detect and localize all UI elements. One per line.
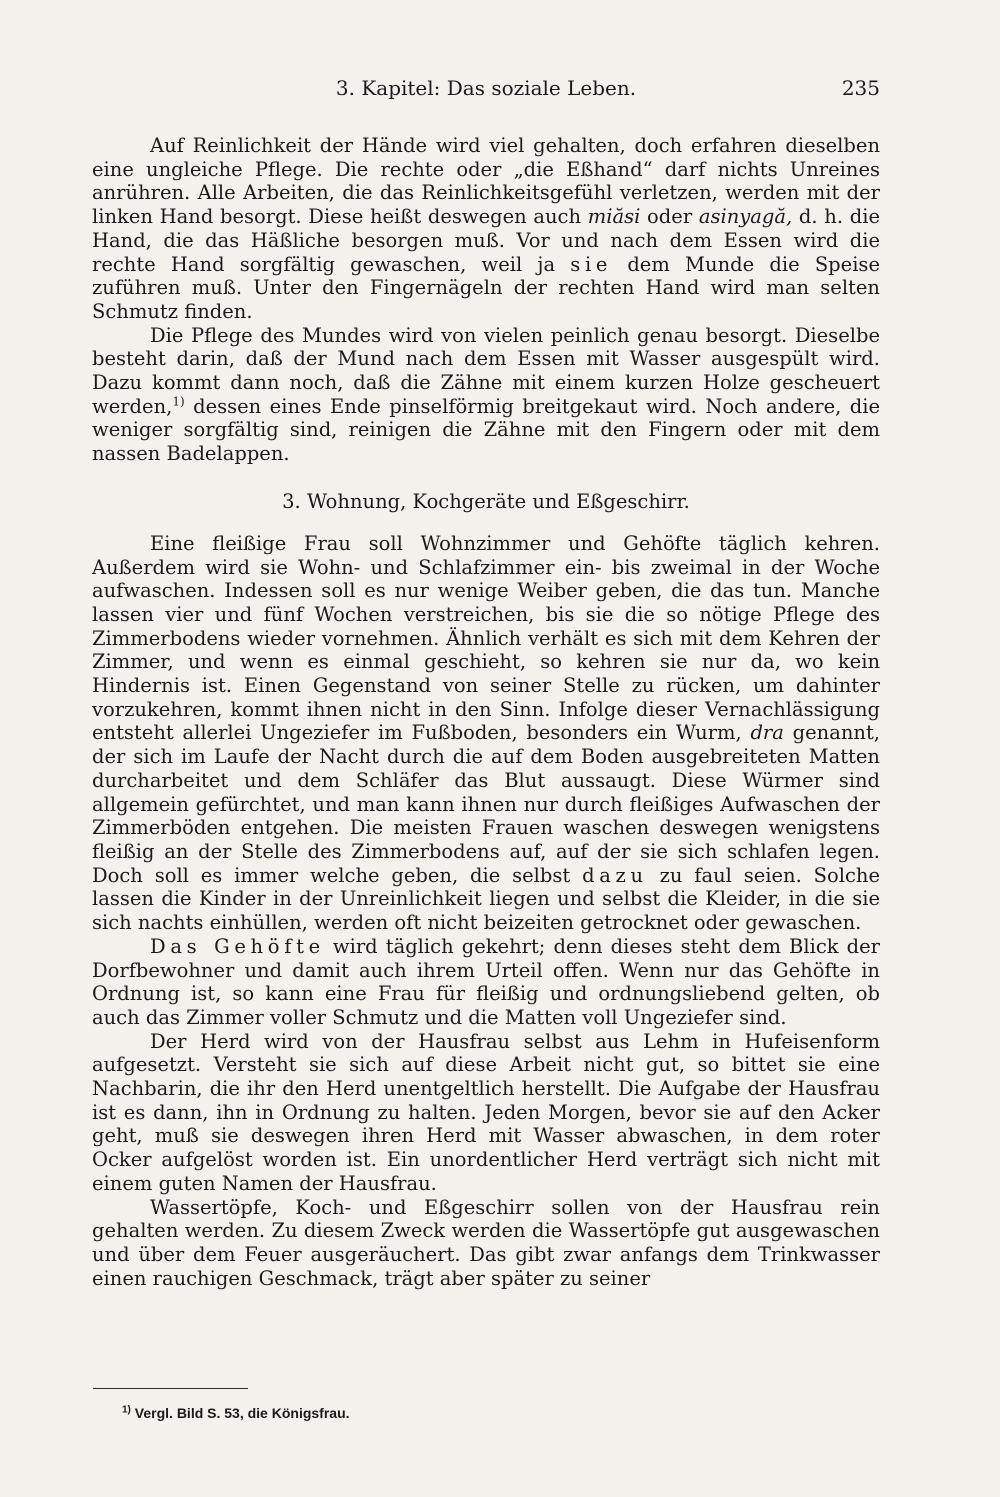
paragraph-text: d. h. die Hand, die das Häßliche besorgen muß. Vor und nach dem Essen wird die rechte Hand sorgfältig gewaschen, weil ja [92,205,880,276]
page-number: 235 [841,76,880,100]
emphasis-dazu: dazu [582,863,648,887]
footnote-marker: 1) [122,1404,131,1416]
term-dra: dra [750,721,784,745]
running-head [92,70,880,110]
paragraph-courtyard [92,935,880,1030]
chapter-title: 3. Kapitel: Das soziale Leben. [335,76,637,100]
paragraph-sweeping [92,532,880,935]
paragraph-text: wird täglich gekehrt; denn dieses steht dem Blick der Dorfbewohner und damit auch ihrem Urteil offen. Wenn nur das Gehöfte in Ordnung ist, so kann eine Frau für fleißig und ordnungsliebend gelten, ob auch das Zimmer voller Schmutz und die Matten voll Ungeziefer sind. [92,934,880,1029]
paragraph-text: dem Munde die Speise zuführen muß. Unter den Fingernägeln der rechten Hand wird man selten Schmutz finden. [92,252,880,323]
paragraph-text: oder [640,205,699,229]
paragraph-text: Auf Reinlichkeit der Hände wird viel gehalten, doch erfahren dieselben eine ungleiche Pflege. Die rechte oder „die Eßhand“ darf nichts Unreines anrühren. Alle Arbeiten, die das Reinlichkeitsgefühl verletzen, werden mit der linken Hand besorgt. Diese heißt deswegen auch [92,134,880,229]
paragraph-text: zu faul seien. Solche lassen die Kinder in der Unreinlichkeit liegen und selbst die Kleider, in die sie sich nachts einhüllen, werden oft nicht beizeiten getrocknet oder gewaschen. [92,863,881,935]
paragraph-hearth: Der Herd wird von der Hausfrau selbst aus Lehm in Hufeisenform aufgesetzt. Versteht sie sich auf diese Arbeit nicht gut, so bittet sie eine Nachbarin, die ihr den Herd unentgeltlich herstellt. Die Aufgabe der Hausfrau ist es dann, ihn in Ordnung zu halten. Jeden Morgen, bevor sie auf den Acker geht, muß sie deswegen ihren Herd mit Wasser abwaschen, in dem roter Ocker aufgelöst worden ist. Ein unordentlicher Herd verträgt sich nicht mit einem guten Namen der Hausfrau. [92,1029,880,1195]
paragraph-mouth [92,324,880,466]
term-asinyaga: asinyagă, [698,205,793,229]
footnote-text: Vergl. Bild S. 53, die Königsfrau. [130,1405,350,1421]
term-miasi: miăsi [587,205,641,229]
paragraph-text: Die Pflege des Mundes wird von vielen peinlich genau besorgt. Dieselbe besteht darin, daß der Mund nach dem Essen mit Wasser ausgespült wird. Dazu kommt dann noch, daß die Zähne mit einem kurzen Holze gescheuert werden, [92,323,880,418]
paragraph-text: dessen eines Ende pinselförmig breitgekaut wird. Noch andere, die weniger sorgfältig sind, reinigen die Zähne mit den Fingern oder mit dem nassen Badelappen. [92,394,880,466]
emphasis-sie: sie [570,252,613,276]
paragraph-dishes: Wassertöpfe, Koch- und Eßgeschirr sollen von der Hausfrau rein gehalten werden. Zu diesem Zweck werden die Wassertöpfe gut ausgewaschen und über dem Feuer ausgeräuchert. Das gibt zwar anfangs dem Trinkwasser einen rauchigen Geschmack, trägt aber später zu seiner [92,1195,880,1290]
paragraph-text: Eine fleißige Frau soll Wohnzimmer und Gehöfte täglich kehren. Außerdem wird sie Wohn- und Schlafzimmer ein- bis zweimal in der Woche aufwaschen. Indessen soll es nur wenige Weiber geben, die das tun. Manche lassen vier und fünf Wochen verstreichen, bis sie die so nötige Pflege des Zimmerbodens wieder vornehmen. Ähnlich verhält es sich mit dem Kehren der Zimmer, und wenn es einmal geschieht, so kehren sie nur da, wo kein Hindernis ist. Einen Gegenstand von seiner Stelle zu rücken, um dahinter vorzukehren, kommt ihnen nicht in den Sinn. Infolge dieser Vernachlässigung entsteht allerlei Ungeziefer im Fußboden, besonders ein Wurm, [92,531,880,745]
paragraph-text: genannt, der sich im Laufe der Nacht durch die auf dem Boden ausgebreiteten Matten durcharbeitet und dem Schläfer das Blut aussaugt. Diese Würmer sind allgemein gefürchtet, und man kann ihnen nur durch fleißiges Aufwaschen der Zimmerböden entgehen. Die meisten Frauen waschen deswegen wenigstens fleißig an der Stelle des Zimmerbodens auf, auf der sie sich schlafen legen. Doch soll es immer welche geben, die selbst [92,721,880,887]
footnote-reference: 1) [172,394,185,409]
emphasis-gehoefte: Das Gehöfte [150,934,325,958]
section-heading: 3. Wohnung, Kochgeräte und Eßgeschirr. [282,489,690,513]
footnote [122,1405,350,1421]
book-page [92,70,880,1290]
paragraph-hands [92,134,880,324]
footnote-rule [93,1388,248,1389]
